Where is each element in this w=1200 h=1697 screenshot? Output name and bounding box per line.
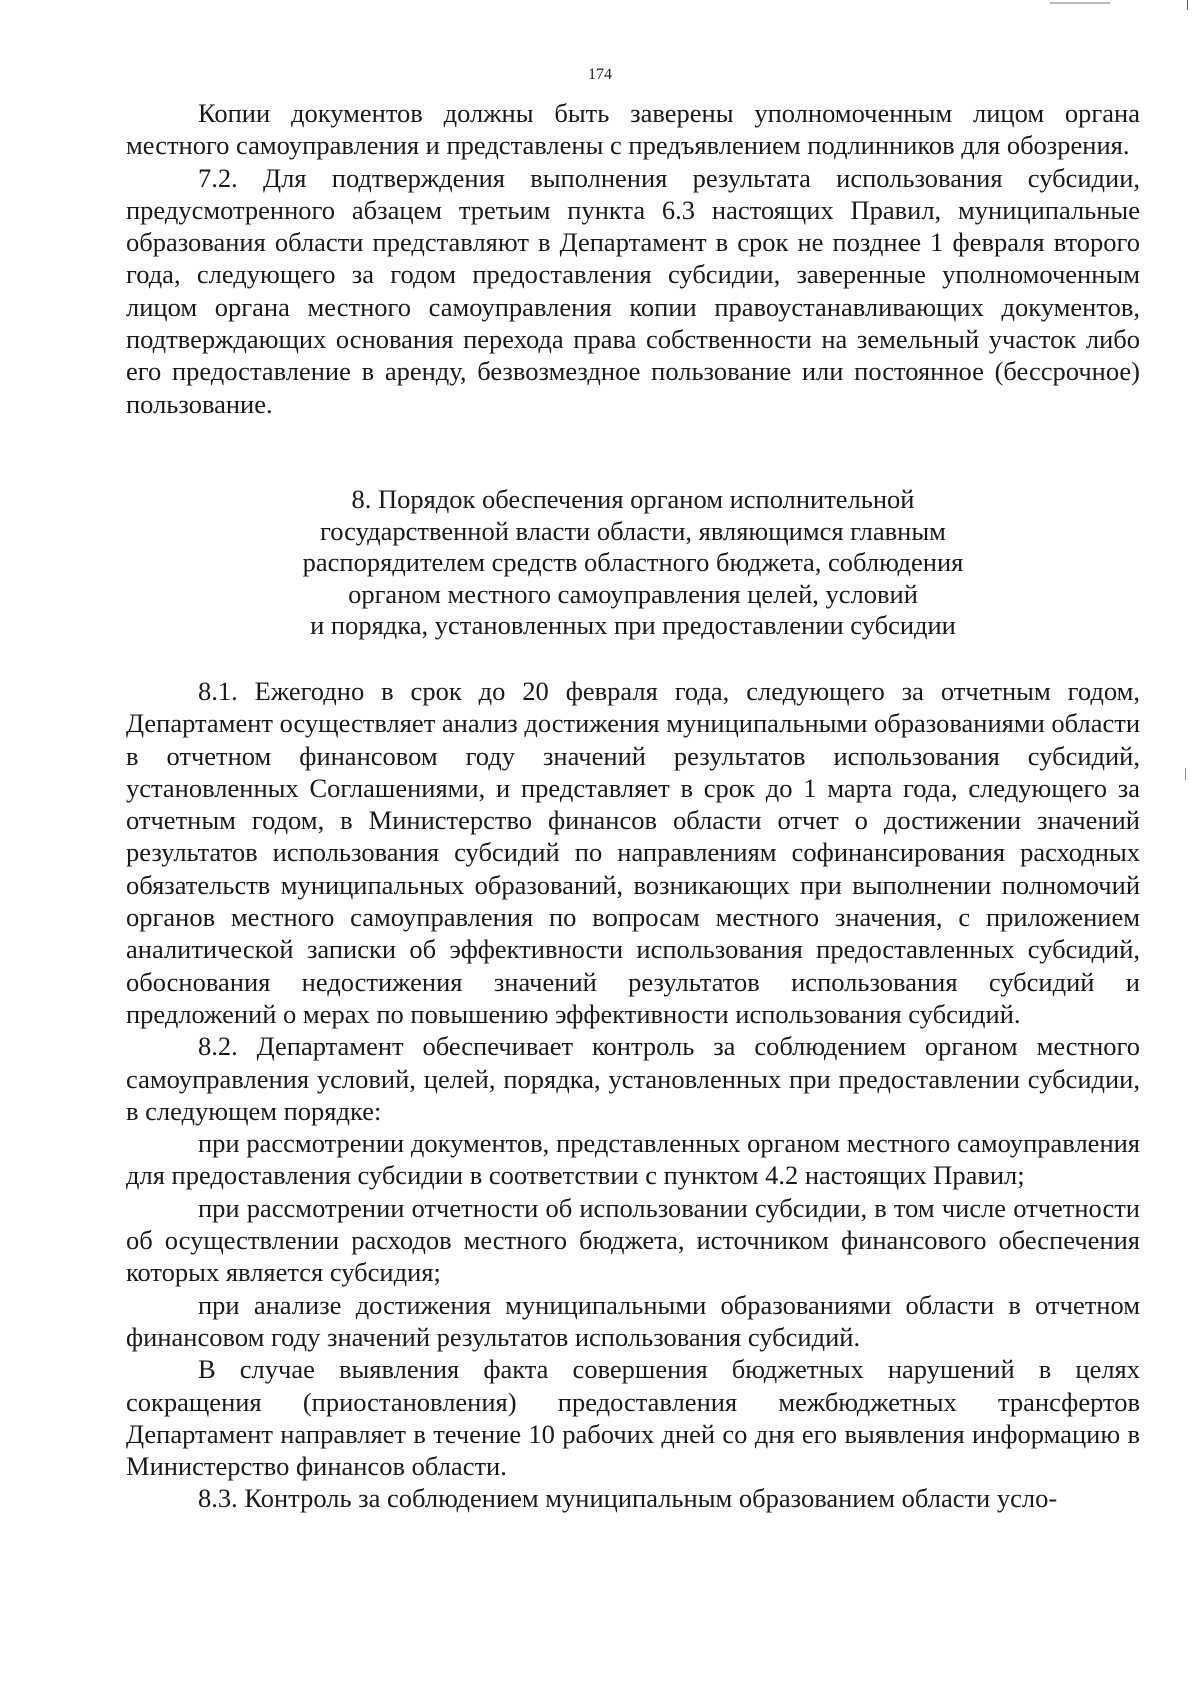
scan-edge-mark — [1187, 0, 1188, 10]
heading-line: государственной власти области, являющимся главным — [320, 515, 946, 546]
heading-line: органом местного самоуправления целей, условий — [348, 578, 918, 609]
paragraph: 8.3. Контроль за соблюдением муниципальным образованием области усло- — [198, 1483, 1058, 1514]
section-heading — [126, 484, 1140, 642]
paragraph: Копии документов должны быть заверены уполномоченным лицом органа местного самоуправления и представлены с предъявлением подлинников для обозрения. — [126, 98, 1140, 161]
scan-edge-mark — [1185, 768, 1186, 780]
text-block-top — [126, 97, 1140, 420]
scan-edge-mark — [1050, 2, 1110, 4]
paragraph: 7.2. Для подтверждения выполнения результата использования субсидии, предусмотренного абзацем третьим пункта 6.3 настоящих Правил, муниципальные образования области представляют в Департамент в срок не позднее 1 февраля второго года, следующего за годом предоставления субсидии, заверенные уполномоченным лицом органа местного самоуправления копии правоустанавливающих документов, подтверждающих основания перехода права собственности на земельный участок либо его предоставление в аренду, безвозмездное пользование или постоянное (бессрочное) пользование. — [126, 162, 1140, 419]
paragraph: 8.1. Ежегодно в срок до 20 февраля года, следующего за отчетным годом, Департамент осуществляет анализ достижения муниципальными образованиями области в отчетном финансовом году значений результатов использования субсидий, установленных Соглашениями, и представляет в срок до 1 марта года, следующего за отчетным годом, в Министерство финансов области отчет о достижении значений результатов использования субсидий по направлениям софинансирования расходных обязательств муниципальных образований, возникающих при выполнении полномочий органов местного самоуправления по вопросам местного значения, с приложением аналитической записки об эффективности использования предоставленных субсидий, обоснования недостижения значений результатов использования субсидий и предложений о мерах по повышению эффективности использования субсидий. — [126, 676, 1140, 1029]
page-number: 174 — [588, 66, 612, 83]
paragraph: при рассмотрении отчетности об использовании субсидии, в том числе отчетности об осуществлении расходов местного бюджета, источником финансового обеспечения которых является субсидия; — [126, 1192, 1140, 1288]
paragraph: при анализе достижения муниципальными образованиями области в отчетном финансовом году значений результатов использования субсидий. — [126, 1289, 1140, 1352]
heading-line: 8. Порядок обеспечения органом исполнительной — [351, 484, 915, 514]
paragraph: В случае выявления факта совершения бюджетных нарушений в целях сокращения (приостановления) предоставления межбюджетных трансфертов Департамент направляет в течение 10 рабочих дней со дня его выявления информацию в Министерство финансов области. — [126, 1354, 1140, 1482]
text-block-bottom — [126, 675, 1140, 1515]
heading-line: и порядка, установленных при предоставлении субсидии — [310, 610, 956, 640]
paragraph: при рассмотрении документов, представленных органом местного самоуправления для предоставления субсидии в соответствии с пунктом 4.2 настоящих Правил; — [126, 1128, 1140, 1191]
paragraph: 8.2. Департамент обеспечивает контроль за соблюдением органом местного самоуправления условий, целей, порядка, установленных при предоставлении субсидии, в следующем порядке: — [126, 1031, 1140, 1126]
heading-line: распорядителем средств областного бюджета, соблюдения — [302, 547, 964, 577]
